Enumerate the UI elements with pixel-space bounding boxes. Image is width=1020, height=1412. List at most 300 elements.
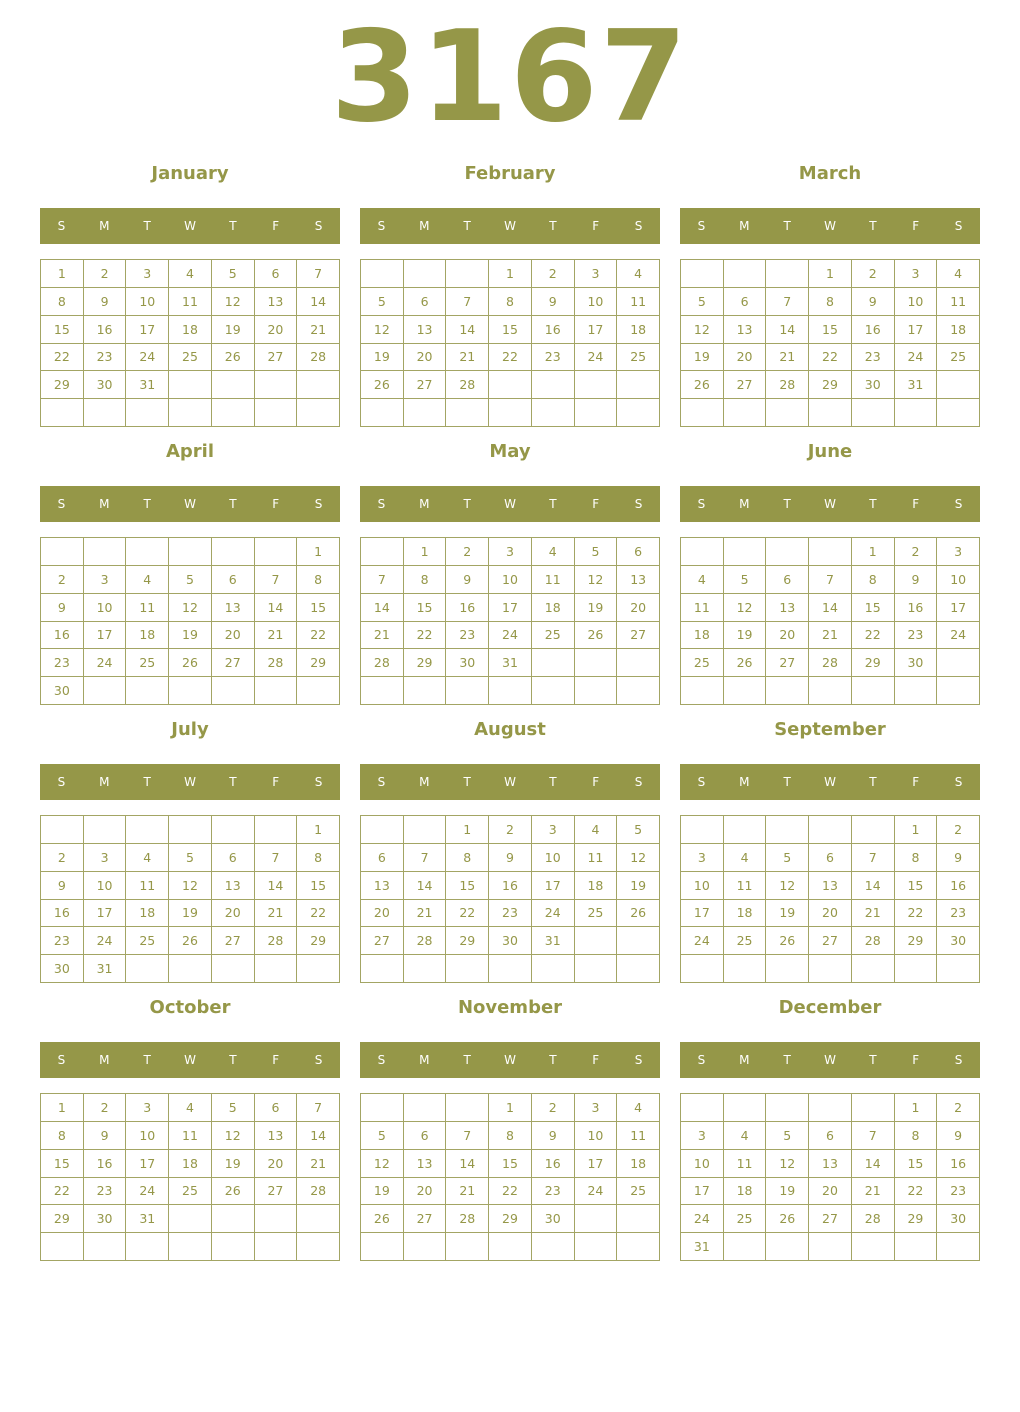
day-cell: 27 bbox=[809, 927, 852, 955]
day-cell: 21 bbox=[852, 1178, 895, 1206]
day-cell: 15 bbox=[852, 594, 895, 622]
month-name: December bbox=[778, 997, 882, 1018]
weekday-label: T bbox=[229, 219, 237, 233]
day-cell: 13 bbox=[255, 288, 298, 316]
empty-cell bbox=[681, 260, 724, 288]
empty-cell bbox=[297, 1205, 340, 1233]
day-cell: 10 bbox=[575, 288, 618, 316]
empty-cell bbox=[297, 677, 340, 705]
empty-cell bbox=[404, 1094, 447, 1122]
day-cell: 6 bbox=[255, 1094, 298, 1122]
day-cell: 4 bbox=[575, 816, 618, 844]
day-cell: 17 bbox=[532, 872, 575, 900]
day-cell: 2 bbox=[895, 538, 938, 566]
day-cell: 21 bbox=[446, 1178, 489, 1206]
empty-cell bbox=[681, 677, 724, 705]
day-cell: 9 bbox=[41, 594, 84, 622]
empty-cell bbox=[126, 1233, 169, 1261]
day-cell: 3 bbox=[681, 1122, 724, 1150]
day-cell: 15 bbox=[41, 1150, 84, 1178]
day-cell: 1 bbox=[489, 260, 532, 288]
empty-cell bbox=[361, 399, 404, 427]
day-cell: 11 bbox=[724, 872, 767, 900]
empty-cell bbox=[126, 399, 169, 427]
day-cell: 6 bbox=[809, 1122, 852, 1150]
day-grid bbox=[680, 1093, 980, 1261]
day-cell: 23 bbox=[489, 900, 532, 928]
day-cell: 20 bbox=[404, 1178, 447, 1206]
weekday-label: F bbox=[912, 1053, 920, 1067]
day-cell: 7 bbox=[361, 566, 404, 594]
weekday-label: T bbox=[549, 1053, 557, 1067]
day-cell: 16 bbox=[446, 594, 489, 622]
empty-cell bbox=[895, 399, 938, 427]
day-cell: 13 bbox=[255, 1122, 298, 1150]
day-cell: 5 bbox=[361, 288, 404, 316]
day-cell: 25 bbox=[126, 649, 169, 677]
day-cell: 13 bbox=[404, 316, 447, 344]
weekday-label: F bbox=[272, 775, 280, 789]
day-cell: 8 bbox=[895, 844, 938, 872]
day-cell: 29 bbox=[404, 649, 447, 677]
day-cell: 11 bbox=[617, 1122, 660, 1150]
weekday-label: T bbox=[783, 497, 791, 511]
day-cell: 8 bbox=[489, 288, 532, 316]
weekday-label: M bbox=[419, 775, 430, 789]
day-cell: 8 bbox=[41, 288, 84, 316]
day-cell: 2 bbox=[489, 816, 532, 844]
empty-cell bbox=[724, 260, 767, 288]
empty-cell bbox=[212, 1233, 255, 1261]
day-cell: 30 bbox=[84, 371, 127, 399]
day-cell: 30 bbox=[532, 1205, 575, 1233]
empty-cell bbox=[681, 538, 724, 566]
day-cell: 12 bbox=[212, 1122, 255, 1150]
day-cell: 22 bbox=[41, 1178, 84, 1206]
day-cell: 14 bbox=[446, 1150, 489, 1178]
weekday-label: W bbox=[504, 1053, 516, 1067]
empty-cell bbox=[617, 955, 660, 983]
day-cell: 12 bbox=[361, 316, 404, 344]
day-cell: 2 bbox=[84, 1094, 127, 1122]
day-cell: 29 bbox=[297, 927, 340, 955]
day-cell: 7 bbox=[255, 566, 298, 594]
day-cell: 20 bbox=[212, 900, 255, 928]
weekday-label: S bbox=[954, 497, 963, 511]
day-cell: 4 bbox=[724, 844, 767, 872]
day-cell: 25 bbox=[575, 900, 618, 928]
weekday-label: S bbox=[377, 775, 386, 789]
empty-cell bbox=[617, 1205, 660, 1233]
empty-cell bbox=[575, 1233, 618, 1261]
day-grid bbox=[40, 537, 340, 705]
day-cell: 28 bbox=[255, 927, 298, 955]
day-cell: 27 bbox=[212, 649, 255, 677]
day-cell: 1 bbox=[41, 260, 84, 288]
day-cell: 31 bbox=[489, 649, 532, 677]
day-cell: 25 bbox=[532, 622, 575, 650]
empty-cell bbox=[724, 1233, 767, 1261]
day-cell: 24 bbox=[489, 622, 532, 650]
month-name: January bbox=[151, 163, 229, 184]
weekday-label: T bbox=[229, 1053, 237, 1067]
day-cell: 2 bbox=[446, 538, 489, 566]
day-cell: 20 bbox=[255, 316, 298, 344]
weekday-label: W bbox=[504, 219, 516, 233]
empty-cell bbox=[169, 816, 212, 844]
day-cell: 26 bbox=[361, 371, 404, 399]
day-cell: 26 bbox=[212, 344, 255, 372]
day-cell: 14 bbox=[852, 1150, 895, 1178]
day-cell: 20 bbox=[617, 594, 660, 622]
empty-cell bbox=[766, 399, 809, 427]
day-cell: 16 bbox=[532, 316, 575, 344]
empty-cell bbox=[361, 260, 404, 288]
day-cell: 11 bbox=[617, 288, 660, 316]
weekday-header bbox=[360, 1042, 660, 1078]
weekday-label: T bbox=[869, 1053, 877, 1067]
day-cell: 2 bbox=[41, 566, 84, 594]
empty-cell bbox=[297, 1233, 340, 1261]
empty-cell bbox=[617, 1233, 660, 1261]
empty-cell bbox=[41, 538, 84, 566]
day-cell: 1 bbox=[446, 816, 489, 844]
empty-cell bbox=[724, 677, 767, 705]
empty-cell bbox=[255, 371, 298, 399]
day-cell: 12 bbox=[681, 316, 724, 344]
day-cell: 7 bbox=[852, 1122, 895, 1150]
day-cell: 27 bbox=[361, 927, 404, 955]
day-cell: 15 bbox=[895, 1150, 938, 1178]
empty-cell bbox=[724, 1094, 767, 1122]
month-name: February bbox=[464, 163, 556, 184]
day-grid bbox=[360, 259, 660, 427]
day-grid bbox=[40, 815, 340, 983]
empty-cell bbox=[895, 1233, 938, 1261]
weekday-label: M bbox=[419, 497, 430, 511]
empty-cell bbox=[575, 677, 618, 705]
day-cell: 19 bbox=[766, 900, 809, 928]
day-cell: 20 bbox=[809, 900, 852, 928]
day-cell: 18 bbox=[937, 316, 980, 344]
empty-cell bbox=[255, 1205, 298, 1233]
day-cell: 2 bbox=[84, 260, 127, 288]
empty-cell bbox=[681, 816, 724, 844]
empty-cell bbox=[169, 1205, 212, 1233]
day-cell: 6 bbox=[809, 844, 852, 872]
day-cell: 28 bbox=[361, 649, 404, 677]
day-grid bbox=[680, 537, 980, 705]
empty-cell bbox=[724, 538, 767, 566]
day-cell: 2 bbox=[852, 260, 895, 288]
day-grid bbox=[680, 259, 980, 427]
day-cell: 21 bbox=[446, 344, 489, 372]
day-cell: 17 bbox=[84, 900, 127, 928]
empty-cell bbox=[212, 816, 255, 844]
empty-cell bbox=[446, 1094, 489, 1122]
day-cell: 7 bbox=[255, 844, 298, 872]
day-cell: 26 bbox=[766, 1205, 809, 1233]
day-cell: 21 bbox=[255, 900, 298, 928]
day-cell: 15 bbox=[809, 316, 852, 344]
empty-cell bbox=[169, 677, 212, 705]
day-cell: 21 bbox=[766, 344, 809, 372]
day-cell: 30 bbox=[41, 677, 84, 705]
empty-cell bbox=[212, 955, 255, 983]
day-cell: 17 bbox=[681, 900, 724, 928]
empty-cell bbox=[617, 927, 660, 955]
day-cell: 2 bbox=[937, 816, 980, 844]
day-cell: 31 bbox=[126, 371, 169, 399]
day-cell: 5 bbox=[212, 1094, 255, 1122]
empty-cell bbox=[937, 649, 980, 677]
empty-cell bbox=[446, 260, 489, 288]
empty-cell bbox=[126, 816, 169, 844]
day-cell: 4 bbox=[169, 1094, 212, 1122]
day-cell: 5 bbox=[766, 1122, 809, 1150]
empty-cell bbox=[361, 955, 404, 983]
weekday-label: M bbox=[739, 1053, 750, 1067]
day-cell: 25 bbox=[169, 1178, 212, 1206]
weekday-label: T bbox=[549, 497, 557, 511]
day-cell: 6 bbox=[212, 844, 255, 872]
empty-cell bbox=[766, 1094, 809, 1122]
empty-cell bbox=[446, 955, 489, 983]
day-cell: 1 bbox=[404, 538, 447, 566]
day-cell: 30 bbox=[852, 371, 895, 399]
day-cell: 20 bbox=[255, 1150, 298, 1178]
empty-cell bbox=[84, 816, 127, 844]
day-cell: 15 bbox=[489, 1150, 532, 1178]
day-cell: 7 bbox=[446, 1122, 489, 1150]
weekday-header bbox=[680, 486, 980, 522]
day-cell: 11 bbox=[169, 1122, 212, 1150]
day-cell: 4 bbox=[937, 260, 980, 288]
weekday-label: M bbox=[419, 219, 430, 233]
weekday-label: M bbox=[419, 1053, 430, 1067]
weekday-label: M bbox=[739, 775, 750, 789]
empty-cell bbox=[404, 260, 447, 288]
empty-cell bbox=[681, 399, 724, 427]
weekday-label: T bbox=[463, 219, 471, 233]
day-cell: 30 bbox=[41, 955, 84, 983]
empty-cell bbox=[809, 677, 852, 705]
day-cell: 28 bbox=[766, 371, 809, 399]
weekday-label: S bbox=[314, 775, 323, 789]
day-cell: 16 bbox=[852, 316, 895, 344]
day-cell: 19 bbox=[766, 1178, 809, 1206]
month-name: June bbox=[807, 441, 853, 462]
day-cell: 14 bbox=[404, 872, 447, 900]
empty-cell bbox=[169, 399, 212, 427]
empty-cell bbox=[41, 816, 84, 844]
day-cell: 24 bbox=[895, 344, 938, 372]
day-cell: 27 bbox=[212, 927, 255, 955]
day-cell: 16 bbox=[937, 872, 980, 900]
day-cell: 3 bbox=[126, 1094, 169, 1122]
weekday-label: W bbox=[184, 775, 196, 789]
day-cell: 22 bbox=[852, 622, 895, 650]
day-cell: 26 bbox=[617, 900, 660, 928]
day-cell: 26 bbox=[724, 649, 767, 677]
day-cell: 6 bbox=[212, 566, 255, 594]
weekday-label: W bbox=[504, 775, 516, 789]
empty-cell bbox=[84, 538, 127, 566]
day-cell: 14 bbox=[255, 594, 298, 622]
empty-cell bbox=[297, 399, 340, 427]
day-cell: 23 bbox=[532, 344, 575, 372]
day-cell: 25 bbox=[169, 344, 212, 372]
day-cell: 5 bbox=[724, 566, 767, 594]
empty-cell bbox=[446, 677, 489, 705]
empty-cell bbox=[212, 538, 255, 566]
day-cell: 16 bbox=[895, 594, 938, 622]
empty-cell bbox=[852, 677, 895, 705]
day-cell: 13 bbox=[212, 872, 255, 900]
day-cell: 17 bbox=[575, 316, 618, 344]
day-cell: 22 bbox=[404, 622, 447, 650]
day-cell: 12 bbox=[169, 872, 212, 900]
day-cell: 27 bbox=[724, 371, 767, 399]
day-cell: 18 bbox=[532, 594, 575, 622]
day-cell: 15 bbox=[895, 872, 938, 900]
month-name: September bbox=[774, 719, 886, 740]
day-cell: 31 bbox=[84, 955, 127, 983]
day-grid bbox=[40, 259, 340, 427]
day-cell: 25 bbox=[724, 1205, 767, 1233]
day-cell: 3 bbox=[532, 816, 575, 844]
day-cell: 13 bbox=[809, 1150, 852, 1178]
day-cell: 9 bbox=[937, 844, 980, 872]
day-cell: 18 bbox=[126, 622, 169, 650]
month-name: October bbox=[149, 997, 231, 1018]
day-cell: 8 bbox=[297, 566, 340, 594]
day-cell: 1 bbox=[895, 1094, 938, 1122]
day-cell: 18 bbox=[575, 872, 618, 900]
day-cell: 23 bbox=[532, 1178, 575, 1206]
day-cell: 26 bbox=[169, 927, 212, 955]
day-cell: 25 bbox=[617, 1178, 660, 1206]
weekday-label: W bbox=[184, 219, 196, 233]
day-cell: 3 bbox=[489, 538, 532, 566]
empty-cell bbox=[255, 816, 298, 844]
day-cell: 14 bbox=[297, 1122, 340, 1150]
day-cell: 8 bbox=[489, 1122, 532, 1150]
day-cell: 10 bbox=[126, 1122, 169, 1150]
weekday-label: M bbox=[739, 219, 750, 233]
day-cell: 16 bbox=[937, 1150, 980, 1178]
month-name: March bbox=[798, 163, 862, 184]
day-cell: 16 bbox=[41, 622, 84, 650]
empty-cell bbox=[169, 955, 212, 983]
day-cell: 5 bbox=[766, 844, 809, 872]
day-cell: 8 bbox=[809, 288, 852, 316]
day-cell: 22 bbox=[489, 1178, 532, 1206]
day-cell: 10 bbox=[681, 1150, 724, 1178]
day-cell: 2 bbox=[532, 1094, 575, 1122]
day-cell: 28 bbox=[809, 649, 852, 677]
day-cell: 14 bbox=[766, 316, 809, 344]
day-cell: 21 bbox=[297, 1150, 340, 1178]
empty-cell bbox=[255, 677, 298, 705]
day-cell: 30 bbox=[84, 1205, 127, 1233]
month-name: November bbox=[457, 997, 563, 1018]
day-cell: 11 bbox=[169, 288, 212, 316]
empty-cell bbox=[532, 955, 575, 983]
day-cell: 6 bbox=[766, 566, 809, 594]
day-cell: 3 bbox=[575, 260, 618, 288]
day-cell: 22 bbox=[297, 900, 340, 928]
day-cell: 18 bbox=[617, 316, 660, 344]
empty-cell bbox=[724, 816, 767, 844]
day-cell: 17 bbox=[84, 622, 127, 650]
day-cell: 14 bbox=[361, 594, 404, 622]
day-cell: 29 bbox=[41, 371, 84, 399]
day-cell: 16 bbox=[532, 1150, 575, 1178]
day-cell: 4 bbox=[724, 1122, 767, 1150]
day-cell: 13 bbox=[361, 872, 404, 900]
empty-cell bbox=[766, 260, 809, 288]
weekday-header bbox=[40, 764, 340, 800]
weekday-label: T bbox=[143, 775, 151, 789]
day-cell: 13 bbox=[724, 316, 767, 344]
empty-cell bbox=[361, 1094, 404, 1122]
day-cell: 21 bbox=[255, 622, 298, 650]
day-cell: 19 bbox=[617, 872, 660, 900]
empty-cell bbox=[212, 371, 255, 399]
empty-cell bbox=[489, 955, 532, 983]
day-cell: 17 bbox=[895, 316, 938, 344]
day-cell: 27 bbox=[404, 371, 447, 399]
empty-cell bbox=[724, 399, 767, 427]
weekday-label: T bbox=[463, 775, 471, 789]
weekday-label: W bbox=[824, 219, 836, 233]
day-cell: 17 bbox=[126, 316, 169, 344]
day-cell: 19 bbox=[361, 1178, 404, 1206]
day-cell: 24 bbox=[84, 927, 127, 955]
day-cell: 9 bbox=[852, 288, 895, 316]
day-cell: 30 bbox=[489, 927, 532, 955]
day-cell: 1 bbox=[895, 816, 938, 844]
weekday-label: M bbox=[99, 775, 110, 789]
empty-cell bbox=[895, 677, 938, 705]
day-cell: 1 bbox=[297, 816, 340, 844]
weekday-label: T bbox=[783, 1053, 791, 1067]
weekday-label: T bbox=[143, 219, 151, 233]
empty-cell bbox=[575, 399, 618, 427]
day-cell: 15 bbox=[297, 872, 340, 900]
empty-cell bbox=[617, 371, 660, 399]
weekday-label: T bbox=[463, 497, 471, 511]
day-cell: 3 bbox=[126, 260, 169, 288]
day-cell: 12 bbox=[724, 594, 767, 622]
day-cell: 1 bbox=[809, 260, 852, 288]
day-cell: 18 bbox=[724, 1178, 767, 1206]
weekday-label: F bbox=[912, 497, 920, 511]
weekday-header bbox=[360, 208, 660, 244]
day-cell: 28 bbox=[255, 649, 298, 677]
day-cell: 25 bbox=[724, 927, 767, 955]
weekday-label: T bbox=[549, 775, 557, 789]
day-cell: 3 bbox=[681, 844, 724, 872]
day-cell: 1 bbox=[297, 538, 340, 566]
empty-cell bbox=[446, 399, 489, 427]
day-cell: 9 bbox=[895, 566, 938, 594]
day-cell: 19 bbox=[361, 344, 404, 372]
day-cell: 23 bbox=[84, 344, 127, 372]
weekday-label: F bbox=[592, 219, 600, 233]
day-grid bbox=[40, 1093, 340, 1261]
